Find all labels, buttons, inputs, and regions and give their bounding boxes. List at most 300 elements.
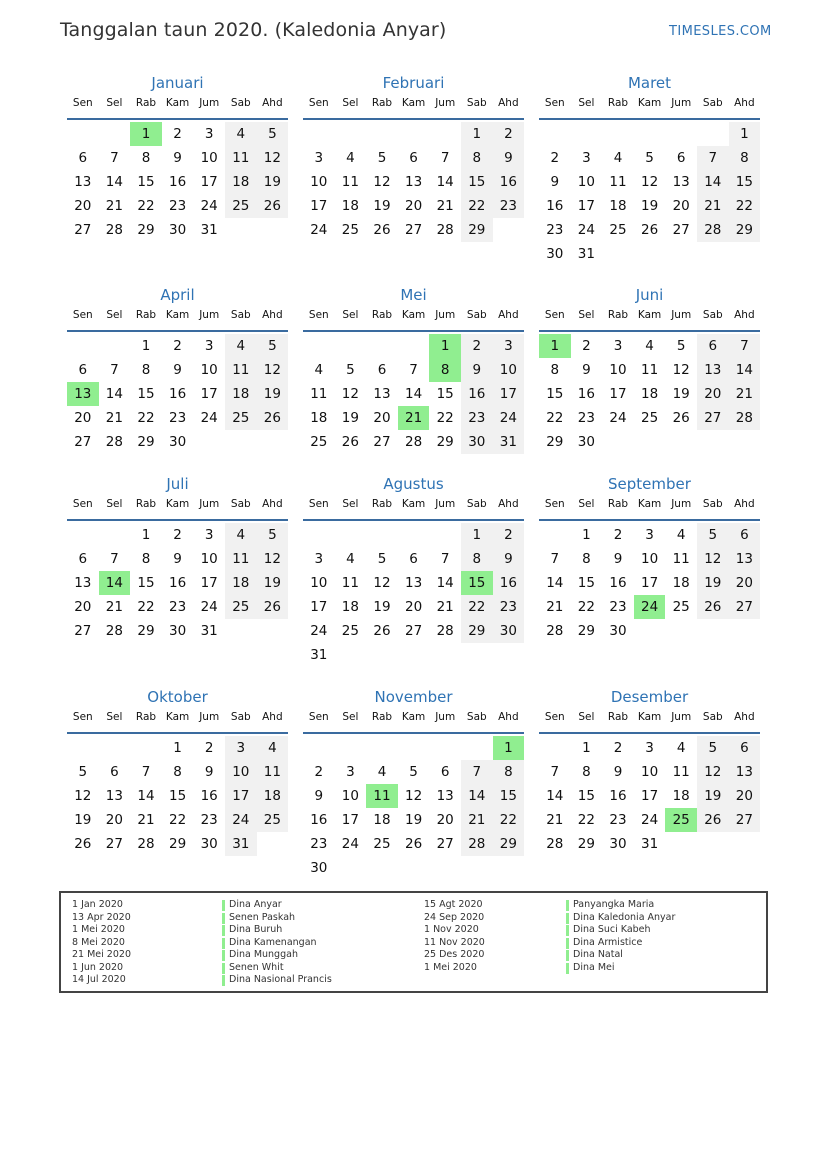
weekday-label: Jum <box>199 498 220 510</box>
day-cell: 25 <box>225 194 257 218</box>
day-cell: 25 <box>373 836 391 852</box>
month-agustus <box>303 475 524 675</box>
day-cell: 24 <box>341 836 359 852</box>
day-cell: 19 <box>257 382 289 406</box>
day-cell: 7 <box>440 551 450 567</box>
day-cell: 21 <box>729 382 761 406</box>
day-cell: 29 <box>577 623 595 639</box>
day-cell: 30 <box>310 860 328 876</box>
day-cell: 21 <box>461 808 493 832</box>
weekday-label: Jum <box>199 711 220 723</box>
day-cell: 7 <box>110 362 119 378</box>
day-cell: 2 <box>173 126 182 142</box>
day-cell: 17 <box>609 386 627 402</box>
weekday-label: Jum <box>435 711 456 723</box>
weekday-label: Sab <box>702 498 723 510</box>
day-cell: 12 <box>257 547 289 571</box>
legend-date: 8 Mei 2020 <box>72 936 125 948</box>
day-cell: 8 <box>173 764 182 780</box>
day-cell: 16 <box>169 386 187 402</box>
weekday-label: Ahd <box>734 711 755 723</box>
day-cell: 12 <box>257 358 289 382</box>
month-juni <box>539 286 760 486</box>
day-cell: 16 <box>493 170 525 194</box>
weekday-label: Sen <box>72 711 93 723</box>
day-cell: 10 <box>641 551 659 567</box>
weekday-label: Sab <box>702 309 723 321</box>
day-cell: 22 <box>137 198 155 214</box>
day-cell: 16 <box>609 575 627 591</box>
day-cell: 22 <box>577 812 595 828</box>
day-cell: 20 <box>373 410 391 426</box>
legend-names-col-1 <box>222 899 332 987</box>
day-cell: 13 <box>697 358 729 382</box>
day-cell: 7 <box>550 764 560 780</box>
day-cell: 6 <box>729 736 761 760</box>
day-cell: 20 <box>105 812 123 828</box>
day-cell: 31 <box>225 832 257 856</box>
weekday-label: Sen <box>544 498 565 510</box>
day-cell: 5 <box>377 150 387 166</box>
header-rule <box>539 118 760 120</box>
day-cell: 25 <box>609 222 627 238</box>
day-cell: 28 <box>436 623 454 639</box>
day-cell: 2 <box>173 338 182 354</box>
day-cell: 3 <box>645 740 654 756</box>
weekday-label: Kam <box>165 309 190 321</box>
day-cell: 23 <box>169 198 187 214</box>
day-cell: 3 <box>204 338 214 354</box>
weekday-label: Ahd <box>498 309 519 321</box>
day-cell: 18 <box>672 788 690 804</box>
legend-holiday-name: Dina Natal <box>566 949 675 962</box>
day-cell: 11 <box>341 174 359 190</box>
weekday-header <box>67 498 288 514</box>
day-cell: 30 <box>169 434 187 450</box>
day-cell: 8 <box>550 362 560 378</box>
legend-date: 11 Nov 2020 <box>424 936 485 948</box>
legend-holiday-name: Dina Buruh <box>222 924 332 937</box>
day-cell: 14 <box>436 174 454 190</box>
day-cell: 6 <box>78 551 88 567</box>
day-cell: 23 <box>493 194 525 218</box>
holiday-day-cell: 8 <box>429 358 461 382</box>
day-cell: 10 <box>200 362 218 378</box>
day-cell: 7 <box>409 362 418 378</box>
day-cell: 19 <box>641 198 659 214</box>
day-cell: 27 <box>405 623 423 639</box>
weekday-label: Kam <box>165 711 190 723</box>
day-cell: 2 <box>204 740 214 756</box>
legend-holiday-name: Dina Kamenangan <box>222 937 332 950</box>
day-cell: 20 <box>697 382 729 406</box>
weekday-label: Sab <box>466 97 487 109</box>
weekday-label: Sen <box>308 97 329 109</box>
day-cell: 7 <box>697 146 729 170</box>
day-cell: 18 <box>341 198 359 214</box>
day-cell: 19 <box>341 410 359 426</box>
day-cell: 24 <box>200 410 218 426</box>
day-cell: 5 <box>257 334 289 358</box>
day-cell: 28 <box>105 222 123 238</box>
day-cell: 4 <box>645 338 654 354</box>
day-cell: 17 <box>225 784 257 808</box>
month-name: Januari <box>151 74 204 92</box>
header-rule <box>67 732 288 734</box>
day-cell: 6 <box>676 150 686 166</box>
day-cell: 3 <box>204 126 214 142</box>
day-cell: 11 <box>609 174 627 190</box>
legend-date: 15 Agt 2020 <box>424 899 483 910</box>
weekday-label: Rab <box>135 711 157 723</box>
day-cell: 25 <box>225 406 257 430</box>
day-cell: 5 <box>697 523 729 547</box>
day-cell: 18 <box>310 410 328 426</box>
day-cell: 18 <box>373 812 391 828</box>
day-cell: 23 <box>493 595 525 619</box>
day-cell: 28 <box>546 623 564 639</box>
day-cell: 28 <box>436 222 454 238</box>
day-cell: 10 <box>493 358 525 382</box>
day-cell: 3 <box>346 764 355 780</box>
day-cell: 13 <box>74 174 92 190</box>
header-rule <box>539 732 760 734</box>
day-cell: 29 <box>493 832 525 856</box>
day-cell: 13 <box>105 788 123 804</box>
day-cell: 23 <box>609 599 627 615</box>
day-cell: 8 <box>141 150 151 166</box>
weekday-label: Sen <box>544 711 565 723</box>
day-cell: 11 <box>257 760 289 784</box>
day-cell: 21 <box>436 599 454 615</box>
day-cell: 17 <box>493 382 525 406</box>
weekday-label: Kam <box>637 97 662 109</box>
day-cell: 23 <box>609 812 627 828</box>
day-cell: 17 <box>641 575 659 591</box>
day-cell: 16 <box>609 788 627 804</box>
day-cell: 6 <box>377 362 387 378</box>
weekday-label: Sab <box>230 498 251 510</box>
holiday-day-cell: 13 <box>67 382 99 406</box>
month-name: Juli <box>166 475 189 493</box>
day-cell: 10 <box>310 174 328 190</box>
day-cell: 19 <box>373 198 391 214</box>
weekday-header <box>303 711 524 727</box>
day-cell: 1 <box>173 740 182 756</box>
day-cell: 26 <box>257 406 289 430</box>
day-cell: 8 <box>493 760 525 784</box>
day-cell: 9 <box>613 764 623 780</box>
day-cell: 27 <box>729 808 761 832</box>
day-cell: 28 <box>697 218 729 242</box>
day-cell: 18 <box>225 382 257 406</box>
day-cell: 14 <box>546 575 564 591</box>
weekday-label: Kam <box>165 498 190 510</box>
day-cell: 19 <box>74 812 92 828</box>
day-cell: 28 <box>729 406 761 430</box>
weekday-label: Sen <box>544 309 565 321</box>
legend-holiday-name: Dina Anyar <box>222 899 332 912</box>
day-cell: 22 <box>169 812 187 828</box>
day-cell: 19 <box>672 386 690 402</box>
day-cell: 24 <box>200 599 218 615</box>
day-cell: 17 <box>577 198 595 214</box>
day-cell: 6 <box>729 523 761 547</box>
day-cell: 9 <box>613 551 623 567</box>
day-cell: 26 <box>672 410 690 426</box>
day-cell: 17 <box>310 198 328 214</box>
header-rule <box>303 118 524 120</box>
day-cell: 16 <box>169 174 187 190</box>
legend-date: 14 Jul 2020 <box>72 974 126 985</box>
day-cell: 9 <box>493 146 525 170</box>
day-cell: 29 <box>436 434 454 450</box>
month-name: Juni <box>635 286 664 304</box>
day-cell: 15 <box>493 784 525 808</box>
day-cell: 9 <box>173 362 182 378</box>
weekday-label: Sab <box>702 97 723 109</box>
day-cell: 11 <box>225 547 257 571</box>
day-cell: 25 <box>672 599 690 615</box>
day-cell: 19 <box>697 784 729 808</box>
weekday-label: Rab <box>371 711 393 723</box>
month-juli <box>67 475 288 675</box>
day-cell: 17 <box>641 788 659 804</box>
brand-link[interactable]: TIMESLES.COM <box>669 24 772 39</box>
day-cell: 21 <box>436 198 454 214</box>
weekday-label: Kam <box>637 309 662 321</box>
weekday-label: Ahd <box>262 309 283 321</box>
day-cell: 18 <box>225 170 257 194</box>
holiday-day-cell: 21 <box>398 406 430 430</box>
weekday-label: Sen <box>308 309 329 321</box>
day-cell: 14 <box>697 170 729 194</box>
day-cell: 20 <box>436 812 454 828</box>
day-cell: 19 <box>697 571 729 595</box>
month-desember <box>539 688 760 888</box>
day-cell: 8 <box>461 547 493 571</box>
weekday-label: Sel <box>342 711 359 723</box>
day-cell: 6 <box>110 764 119 780</box>
day-cell: 10 <box>609 362 627 378</box>
holiday-day-cell: 24 <box>634 595 666 619</box>
day-cell: 27 <box>436 836 454 852</box>
holiday-day-cell: 14 <box>99 571 131 595</box>
weekday-label: Jum <box>435 498 456 510</box>
weekday-label: Ahd <box>262 498 283 510</box>
weekday-label: Rab <box>607 498 629 510</box>
legend-holiday-name: Senen Whit <box>222 962 332 975</box>
day-cell: 9 <box>461 358 493 382</box>
weekday-label: Sen <box>72 309 93 321</box>
day-cell: 12 <box>697 760 729 784</box>
weekday-label: Jum <box>671 309 692 321</box>
weekday-label: Sel <box>578 498 595 510</box>
holiday-day-cell: 11 <box>366 784 398 808</box>
month-november <box>303 688 524 888</box>
day-cell: 7 <box>729 334 761 358</box>
day-cell: 24 <box>310 222 328 238</box>
day-cell: 30 <box>609 623 627 639</box>
day-cell: 25 <box>341 623 359 639</box>
day-cell: 20 <box>405 599 423 615</box>
day-cell: 9 <box>314 788 324 804</box>
day-cell: 29 <box>137 623 155 639</box>
day-cell: 22 <box>461 194 493 218</box>
weekday-label: Ahd <box>262 711 283 723</box>
day-cell: 21 <box>105 410 123 426</box>
day-cell: 3 <box>314 551 324 567</box>
weekday-label: Rab <box>135 309 157 321</box>
day-cell: 30 <box>493 619 525 643</box>
day-cell: 4 <box>377 764 387 780</box>
legend-holiday-name: Dina Suci Kabeh <box>566 924 675 937</box>
legend-holiday-name: Dina Mei <box>566 962 675 975</box>
day-cell: 3 <box>645 527 654 543</box>
day-cell: 24 <box>577 222 595 238</box>
weekday-label: Sel <box>342 309 359 321</box>
day-cell: 18 <box>257 784 289 808</box>
day-cell: 13 <box>74 575 92 591</box>
day-cell: 27 <box>697 406 729 430</box>
month-name: Agustus <box>383 475 444 493</box>
page-title: Tanggalan taun 2020. (Kaledonia Anyar) <box>60 19 447 41</box>
holiday-day-cell: 1 <box>429 334 461 358</box>
day-cell: 16 <box>461 382 493 406</box>
day-cell: 22 <box>461 595 493 619</box>
legend-holiday-name: Panyangka Maria <box>566 899 675 912</box>
day-cell: 12 <box>672 362 690 378</box>
day-cell: 20 <box>729 571 761 595</box>
day-cell: 11 <box>225 146 257 170</box>
day-cell: 23 <box>546 222 564 238</box>
day-cell: 15 <box>169 788 187 804</box>
legend-names-col-2 <box>566 899 675 974</box>
day-cell: 1 <box>582 527 591 543</box>
legend-date: 24 Sep 2020 <box>424 911 485 923</box>
day-cell: 15 <box>461 170 493 194</box>
day-cell: 7 <box>141 764 151 780</box>
day-cell: 27 <box>729 595 761 619</box>
day-cell: 19 <box>405 812 423 828</box>
weekday-label: Sab <box>466 309 487 321</box>
weekday-label: Sel <box>578 97 595 109</box>
day-cell: 24 <box>225 808 257 832</box>
weekday-label: Ahd <box>498 498 519 510</box>
month-name: April <box>160 286 195 304</box>
weekday-label: Rab <box>371 309 393 321</box>
month-maret <box>539 74 760 274</box>
day-cell: 3 <box>582 150 591 166</box>
month-februari <box>303 74 524 274</box>
weekday-label: Sel <box>578 309 595 321</box>
day-cell: 6 <box>440 764 450 780</box>
day-cell: 7 <box>440 150 450 166</box>
day-cell: 28 <box>105 623 123 639</box>
header-rule <box>67 330 288 332</box>
weekday-label: Sab <box>466 498 487 510</box>
day-cell: 4 <box>314 362 324 378</box>
weekday-label: Rab <box>607 97 629 109</box>
day-cell: 12 <box>257 146 289 170</box>
day-cell: 13 <box>672 174 690 190</box>
day-cell: 15 <box>137 174 155 190</box>
day-cell: 4 <box>676 527 686 543</box>
header-rule <box>303 519 524 521</box>
day-cell: 22 <box>577 599 595 615</box>
weekday-label: Rab <box>135 498 157 510</box>
weekday-label: Sab <box>230 309 251 321</box>
day-cell: 3 <box>225 736 257 760</box>
day-cell: 11 <box>641 362 659 378</box>
day-cell: 8 <box>729 146 761 170</box>
legend-dates-col-2 <box>424 899 485 974</box>
day-cell: 13 <box>373 386 391 402</box>
day-cell: 27 <box>74 434 92 450</box>
day-cell: 29 <box>729 218 761 242</box>
legend-dates-col-1 <box>72 899 131 987</box>
weekday-header <box>67 309 288 325</box>
day-cell: 10 <box>577 174 595 190</box>
weekday-label: Jum <box>671 498 692 510</box>
holiday-day-cell: 1 <box>539 334 571 358</box>
day-cell: 1 <box>729 122 761 146</box>
day-cell: 27 <box>105 836 123 852</box>
weekday-label: Sab <box>230 97 251 109</box>
day-cell: 19 <box>373 599 391 615</box>
day-cell: 7 <box>550 551 560 567</box>
day-cell: 9 <box>173 551 182 567</box>
day-cell: 26 <box>697 595 729 619</box>
day-cell: 7 <box>110 150 119 166</box>
day-cell: 30 <box>461 430 493 454</box>
day-cell: 30 <box>577 434 595 450</box>
day-cell: 25 <box>310 434 328 450</box>
day-cell: 10 <box>641 764 659 780</box>
day-cell: 25 <box>225 595 257 619</box>
weekday-label: Rab <box>607 711 629 723</box>
month-september <box>539 475 760 675</box>
month-oktober <box>67 688 288 888</box>
day-cell: 12 <box>405 788 423 804</box>
day-cell: 10 <box>200 551 218 567</box>
legend-holiday-name: Dina Kaledonia Anyar <box>566 912 675 925</box>
day-cell: 4 <box>225 523 257 547</box>
weekday-label: Ahd <box>262 97 283 109</box>
day-cell: 20 <box>672 198 690 214</box>
weekday-label: Rab <box>371 498 393 510</box>
day-cell: 6 <box>409 551 418 567</box>
header-rule <box>303 330 524 332</box>
day-cell: 13 <box>405 575 423 591</box>
weekday-label: Sen <box>308 498 329 510</box>
day-cell: 16 <box>577 386 595 402</box>
day-cell: 28 <box>137 836 155 852</box>
day-cell: 12 <box>641 174 659 190</box>
day-cell: 29 <box>461 619 493 643</box>
day-cell: 4 <box>613 150 623 166</box>
day-cell: 5 <box>346 362 355 378</box>
holiday-day-cell: 1 <box>130 122 162 146</box>
day-cell: 22 <box>493 808 525 832</box>
weekday-label: Kam <box>401 498 426 510</box>
weekday-label: Sen <box>308 711 329 723</box>
day-cell: 5 <box>697 736 729 760</box>
day-cell: 10 <box>200 150 218 166</box>
weekday-label: Sab <box>702 711 723 723</box>
weekday-label: Rab <box>371 97 393 109</box>
day-cell: 11 <box>672 764 690 780</box>
